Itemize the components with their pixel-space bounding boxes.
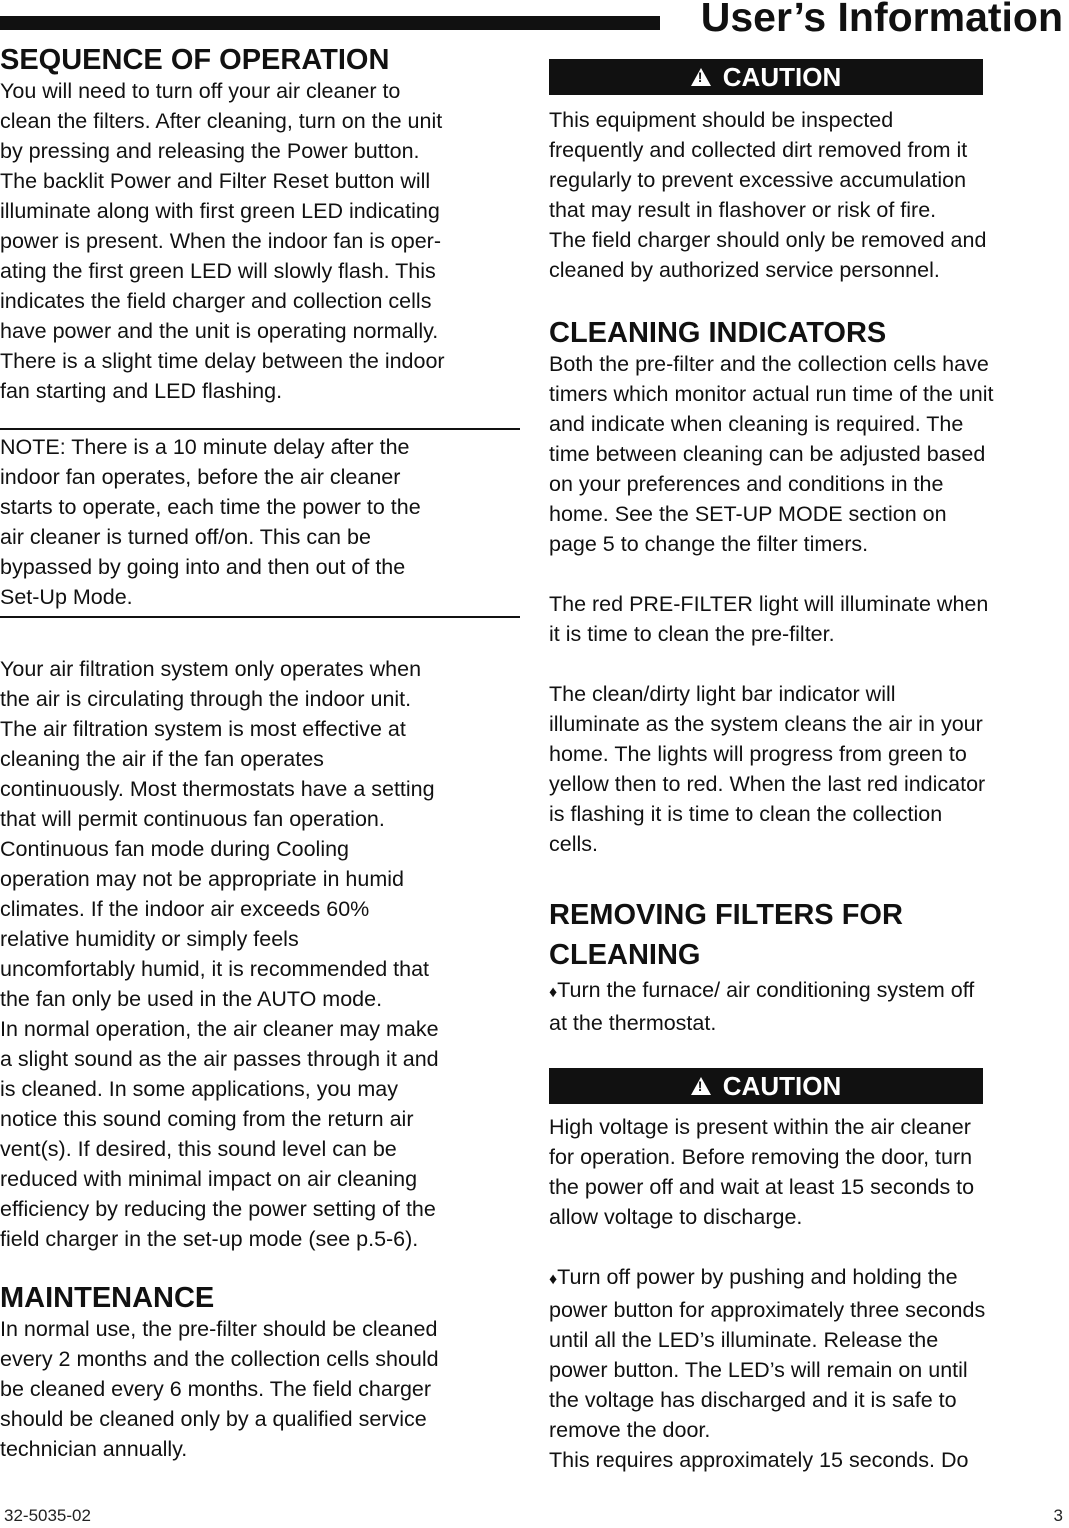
note-box: [0, 428, 520, 618]
page-header-title: User’s Information: [700, 0, 1063, 40]
sequence-text: You will need to turn off your air cleaner to clean the filters. After cleaning, turn on the unit by pressing and releasing the Power button. The backlit Power and Filter Reset button will illuminate along with first green LED indicating power is present. When the indoor fan is oper- ating the first green LED will slowly flash. This indicates the field charger and collection cells have power and the unit is operating normally. There is a slight time delay between the indoor fan starting and LED flashing.: [0, 79, 445, 403]
cleaning-indicators-text-3: The clean/dirty light bar indicator will illuminate as the system cleans the air in your home. The lights will progress from green to yellow then to red. When the last red indicator is flashing it is time to clean the collection cells.: [549, 682, 986, 856]
caution1-text: This equipment should be inspected frequently and collected dirt removed from it regularly to prevent excessive accumulation that may result in flashover or risk of fire. The field charger should only be removed and cleaned by authorized service personnel.: [549, 108, 987, 282]
caution-banner-2: [549, 1068, 983, 1104]
note-text: NOTE: There is a 10 minute delay after the indoor fan operates, before the air cleaner starts to operate, each time the power to the air cleaner is turned off/on. This can be bypassed by going into and then out of the Set-Up Mode.: [0, 435, 421, 609]
removing-filters-bullet-2: ♦ Turn off power by pushing and holding the power button for approximately three seconds until all the LED’s illuminate. Release the power button. The LED’s will remain on until the voltage has discharged and it is safe to remove the door. This requires approximately 15 seconds. Do: [549, 1262, 1065, 1475]
caution-label: CAUTION: [722, 1070, 842, 1101]
maintenance-text: In normal use, the pre-filter should be cleaned every 2 months and the collection cells should be cleaned every 6 months. The field charger should be cleaned only by a qualified service technician annually.: [0, 1317, 439, 1461]
removing-filters-bullet-1: ♦ Turn the furnace/ air conditioning system off at the thermostat.: [549, 975, 1065, 1038]
cleaning-indicators-text-1: Both the pre-filter and the collection cells have timers which monitor actual run time of the unit and indicate when cleaning is required. The time between cleaning can be adjusted based on your preferences and conditions in the home. See the SET-UP MODE section on page 5 to change the filter timers.: [549, 352, 994, 556]
cleaning-indicators-text-2: The red PRE-FILTER light will illuminate when it is time to clean the pre-filter.: [549, 592, 989, 646]
sequence-heading: SEQUENCE OF OPERATION: [0, 44, 390, 76]
cleaning-indicators-heading: CLEANING INDICATORS: [549, 317, 887, 349]
maintenance-heading: MAINTENANCE: [0, 1282, 215, 1314]
filtration-text: Your air filtration system only operates when the air is circulating through the indoor unit. The air filtration system is most effective at cleaning the air if the fan operates continuously. Most thermostats have a setting that will permit continuous fan operation. Continuous fan mode during Cooling operation may not be appropriate in humid climates. If the indoor air exceeds 60% relative humidity or simply feels uncomfortably humid, it is recommended that the fan only be used in the AUTO mode. In normal operation, the air cleaner may make a slight sound as the air passes through it and is cleaned. In some applications, you may notice this sound coming from the return air vent(s). If desired, this sound level can be reduced with minimal impact on air cleaning efficiency by reducing the power setting of the field charger in the set-up mode (see p.5-6).: [0, 657, 439, 1251]
page-number: 3: [1053, 1506, 1063, 1525]
header-rule: [0, 16, 660, 30]
caution-banner-1: [549, 59, 983, 95]
warning-icon: [691, 1077, 711, 1095]
caution2-text: High voltage is present within the air cleaner for operation. Before removing the door, turn the power off and wait at least 15 seconds to allow voltage to discharge.: [549, 1115, 975, 1229]
right-column: [549, 44, 1065, 1475]
left-column: [0, 44, 520, 1464]
removing-filters-heading: REMOVING FILTERS FOR CLEANING: [549, 899, 903, 971]
caution-label: CAUTION: [722, 61, 842, 92]
document-number: 32-5035-02: [4, 1506, 91, 1525]
warning-icon: [691, 68, 711, 86]
